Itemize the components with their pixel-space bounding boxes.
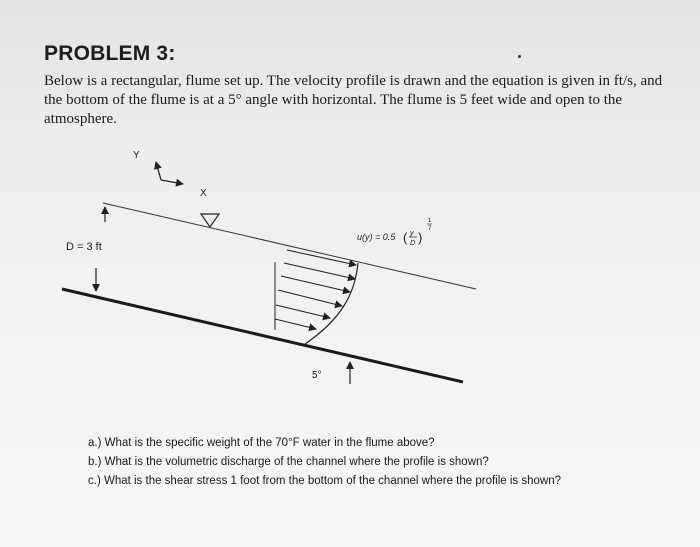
velocity-equation bbox=[357, 218, 432, 247]
equation-exponent-num: 1 bbox=[428, 218, 432, 224]
equation-paren-left: ( bbox=[403, 230, 408, 245]
water-surface-line bbox=[103, 203, 476, 289]
equation-lhs: u(y) = 0.5 bbox=[357, 232, 396, 242]
angle-label: 5° bbox=[312, 370, 322, 381]
x-axis-arrow bbox=[161, 180, 183, 184]
question-list bbox=[88, 434, 688, 491]
y-axis-label: Y bbox=[133, 150, 140, 161]
question-b: b.) What is the volumetric discharge of the channel where the profile is shown? bbox=[88, 456, 489, 468]
y-axis-arrow bbox=[156, 162, 161, 180]
velocity-arrow bbox=[281, 276, 350, 292]
equation-exponent-den: 7 bbox=[428, 226, 432, 232]
problem-title: PROBLEM 3: bbox=[44, 42, 176, 65]
depth-label: D = 3 ft bbox=[66, 241, 102, 253]
question-a: a.) What is the specific weight of the 70°F water in the flume above? bbox=[88, 437, 435, 449]
velocity-arrow bbox=[276, 305, 330, 318]
channel-bottom-line bbox=[62, 289, 463, 382]
coordinate-axes bbox=[156, 162, 183, 184]
velocity-vectors bbox=[275, 250, 356, 329]
velocity-arrow bbox=[278, 290, 342, 306]
equation-numerator: y bbox=[410, 228, 414, 237]
velocity-arrow bbox=[275, 319, 316, 329]
question-c: c.) What is the shear stress 1 foot from the bottom of the channel where the profile is shown? bbox=[88, 475, 562, 487]
problem-description: Below is a rectangular, flume set up. The velocity profile is drawn and the equation is given in ft/s, and the bottom of the flume is at a 5° angle with horizontal. The flume is 5 feet wide and open to the atmosphere. bbox=[44, 73, 663, 127]
equation-denominator: D bbox=[410, 238, 416, 247]
velocity-arrow bbox=[287, 250, 356, 265]
x-axis-label: X bbox=[200, 188, 207, 199]
velocity-arrow bbox=[284, 263, 355, 279]
free-surface-symbol bbox=[201, 214, 219, 227]
equation-paren-right: ) bbox=[418, 230, 423, 245]
